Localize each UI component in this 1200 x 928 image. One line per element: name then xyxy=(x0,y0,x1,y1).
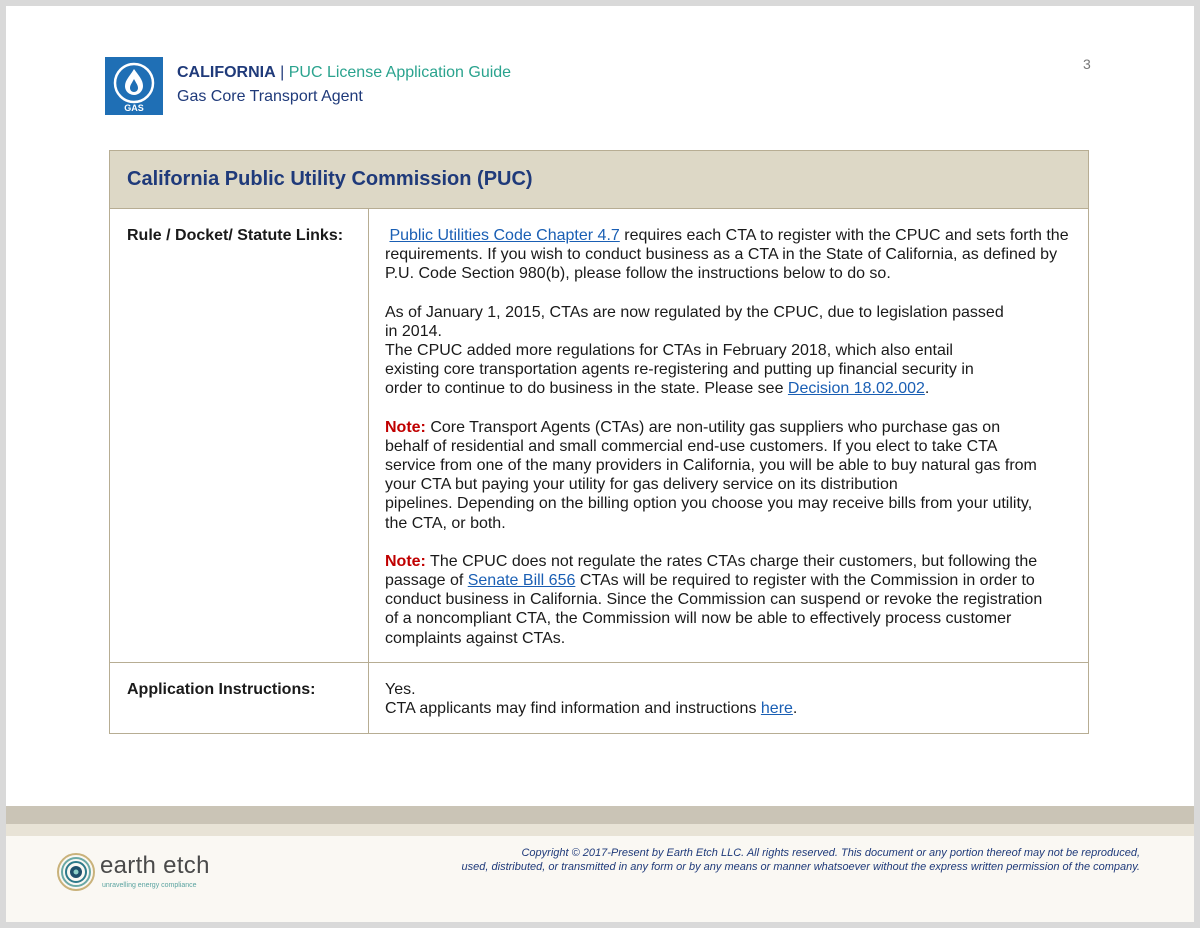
p2-line5b: . xyxy=(924,380,930,398)
info-table xyxy=(109,150,1089,734)
p2-line1: As of January 1, 2015, CTAs are now regulated by the CPUC, due to legislation passed xyxy=(385,303,1004,321)
note-label-2: Note: xyxy=(385,552,426,570)
copyright-notice xyxy=(360,846,1140,874)
app-line2a: CTA applicants may find information and instructions xyxy=(385,700,761,718)
row-label-application: Application Instructions: xyxy=(110,663,369,733)
copyright-line1: Copyright © 2017-Present by Earth Etch LLC. All rights reserved. This document or any portion thereof may not be reproduced, xyxy=(521,847,1140,859)
row-content-rule-links xyxy=(369,209,1088,662)
document-page xyxy=(6,6,1194,922)
p3-line3: service from one of the many providers in California, you will be able to buy natural gas from xyxy=(385,457,1037,475)
header-subtitle: Gas Core Transport Agent xyxy=(177,88,363,105)
earth-etch-brand: earth etch xyxy=(100,852,210,879)
p4-line1: The CPUC does not regulate the rates CTAs charge their customers, but following the xyxy=(425,552,1038,570)
p2-line4: existing core transportation agents re-registering and putting up financial security in xyxy=(385,361,974,379)
p4-line4: of a noncompliant CTA, the Commission will now be able to effectively process customer xyxy=(385,610,1012,628)
earth-etch-tagline: unravelling energy compliance xyxy=(102,882,197,889)
link-decision[interactable]: Decision 18.02.002 xyxy=(787,380,925,398)
p4-line3: conduct business in California. Since the Commission can suspend or revoke the registration xyxy=(385,591,1043,609)
link-senate-bill[interactable]: Senate Bill 656 xyxy=(467,572,576,590)
header-state: CALIFORNIA xyxy=(177,64,276,81)
header-guide: PUC License Application Guide xyxy=(288,64,512,81)
p3-line5: pipelines. Depending on the billing option you choose you may receive bills from your utility, xyxy=(385,495,1033,513)
app-line1: Yes. xyxy=(385,681,416,698)
footer-band-light xyxy=(6,824,1194,836)
paragraph-code-chapter xyxy=(385,226,1078,284)
table-header xyxy=(110,151,1088,209)
logo-text: GAS xyxy=(124,103,144,113)
table-title: California Public Utility Commission (PUC) xyxy=(127,168,533,190)
paragraph-regulation xyxy=(385,303,1078,399)
p2-line2: in 2014. xyxy=(385,322,442,340)
p3-line2: behalf of residential and small commercial end-use customers. If you elect to take CTA xyxy=(385,437,998,455)
app-line2b: . xyxy=(792,700,798,718)
link-here[interactable]: here xyxy=(760,700,793,718)
p3-line6: the CTA, or both. xyxy=(385,514,506,532)
table-row-rule-links xyxy=(110,209,1088,663)
p3-line4: your CTA but paying your utility for gas delivery service on its distribution xyxy=(385,476,898,494)
p2-line5a: order to continue to do business in the state. Please see xyxy=(385,380,788,398)
footer xyxy=(6,836,1194,922)
p1-text: requires each CTA to register with the CPUC and sets forth the requirements. If you wish to conduct business as a CTA in the State of California, as defined by P.U. Code Section 980(b), please follow the instructions below to do so. xyxy=(385,227,1069,283)
note-label: Note: xyxy=(385,418,426,436)
earth-etch-logo-icon xyxy=(56,852,96,892)
p2-line3: The CPUC added more regulations for CTAs in February 2018, which also entail xyxy=(385,342,953,360)
p3-line1: Core Transport Agents (CTAs) are non-utility gas suppliers who purchase gas on xyxy=(425,418,1001,436)
paragraph-note-rates xyxy=(385,552,1078,648)
p4-line2a: passage of xyxy=(385,572,468,590)
header-title xyxy=(177,64,511,82)
p4-line2b: CTAs will be required to register with the Commission in order to xyxy=(575,572,1035,590)
gas-flame-logo xyxy=(105,57,163,115)
header-separator: | xyxy=(280,64,285,81)
page-number: 3 xyxy=(1083,56,1091,72)
link-public-utilities-code[interactable]: Public Utilities Code Chapter 4.7 xyxy=(389,227,620,244)
row-content-application xyxy=(369,663,1088,733)
copyright-line2: used, distributed, or transmitted in any form or by any means or manner whatsoever without the express written permission of the company. xyxy=(461,861,1140,873)
p4-line5: complaints against CTAs. xyxy=(385,629,566,647)
row-label-rule-links: Rule / Docket/ Statute Links: xyxy=(110,209,369,662)
footer-band-dark xyxy=(6,806,1194,824)
table-row-application xyxy=(110,663,1088,733)
flame-icon xyxy=(105,57,163,115)
paragraph-note-cta xyxy=(385,418,1078,533)
